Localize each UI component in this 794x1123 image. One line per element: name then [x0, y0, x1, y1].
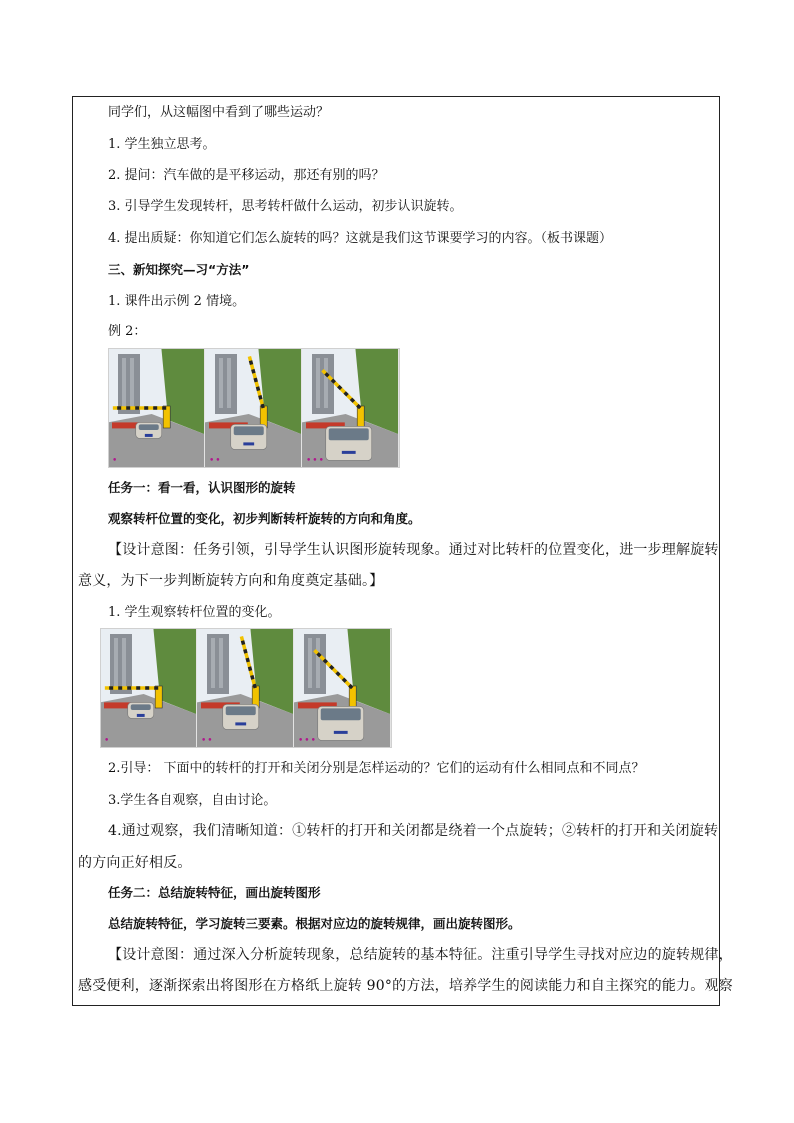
text-line-5: 4. 提出质疑：你知道它们怎么旋转的吗？这就是我们这节课要学习的内容。（板书课题） [108, 231, 613, 246]
example-label: 例 2： [108, 324, 147, 339]
gate-photo-panel [108, 348, 205, 468]
panel-label-dots: • [112, 456, 119, 466]
text-line-13: 2.引导： 下面中的转杆的打开和关闭分别是怎样运动的？它们的运动有什么相同点和不同点？ [108, 761, 645, 776]
gate-photo-illustration [100, 628, 197, 748]
panel-label-dots: •• [209, 456, 222, 466]
gate-photo-panel [205, 348, 302, 468]
text-line-12: 1. 学生观察转杆位置的变化。 [108, 605, 281, 620]
panel-label-dots: •• [201, 736, 214, 746]
gate-photo-illustration [302, 348, 399, 468]
text-line-14: 3.学生各自观察，自由讨论。 [108, 793, 277, 808]
gate-photo-panel [100, 628, 197, 748]
panel-label-dots: ••• [306, 456, 325, 466]
gate-photo-panel [302, 348, 399, 468]
text-line-4: 3. 引导学生发现转杆，思考转杆做什么运动，初步认识旋转。 [108, 199, 463, 214]
panel-label-dots: • [104, 736, 111, 746]
gate-photo-illustration [205, 348, 302, 468]
text-line-2: 1. 学生独立思考。 [108, 137, 216, 152]
gate-photo-panel [197, 628, 294, 748]
text-line-15a: 4.通过观察，我们清晰知道：①转杆的打开和关闭都是绕着一个点旋转；②转杆的打开和关闭旋转 [108, 823, 719, 839]
barrier-gate-photo-strip-2 [100, 628, 392, 748]
text-line-15b: 的方向正好相反。 [78, 855, 192, 871]
gate-photo-illustration [197, 628, 294, 748]
gate-photo-illustration [294, 628, 391, 748]
task-two-goal: 总结旋转特征，学习旋转三要素。根据对应边的旋转规律，画出旋转图形。 [108, 916, 521, 931]
design-intent-2a: 【设计意图：通过深入分析旋转现象，总结旋转的基本特征。注重引导学生寻找对应边的旋转规律， [108, 947, 733, 963]
text-line-3: 2. 提问：汽车做的是平移运动，那还有别的吗？ [108, 168, 385, 183]
design-intent-2b: 感受便利，逐渐探索出将图形在方格纸上旋转 90°的方法，培养学生的阅读能力和自主探究的能力。观察 [78, 978, 733, 994]
barrier-gate-photo-strip-1 [108, 348, 400, 468]
design-intent-1b: 意义，为下一步判断旋转方向和角度奠定基础。】 [78, 573, 384, 589]
text-line-7: 1. 课件出示例 2 情境。 [108, 294, 246, 309]
gate-photo-panel [294, 628, 391, 748]
section-heading: 三、新知探究—习“方法” [108, 262, 250, 277]
text-line-1: 同学们，从这幅图中看到了哪些运动？ [108, 105, 330, 120]
task-two-heading: 任务二：总结旋转特征，画出旋转图形 [108, 885, 321, 900]
gate-photo-illustration [108, 348, 205, 468]
task-one-heading: 任务一：看一看，认识图形的旋转 [108, 480, 296, 495]
panel-label-dots: ••• [298, 736, 317, 746]
design-intent-1a: 【设计意图：任务引领，引导学生认识图形旋转现象。通过对比转杆的位置变化，进一步理解旋转 [108, 542, 719, 558]
task-one-goal: 观察转杆位置的变化，初步判断转杆旋转的方向和角度。 [108, 511, 421, 526]
